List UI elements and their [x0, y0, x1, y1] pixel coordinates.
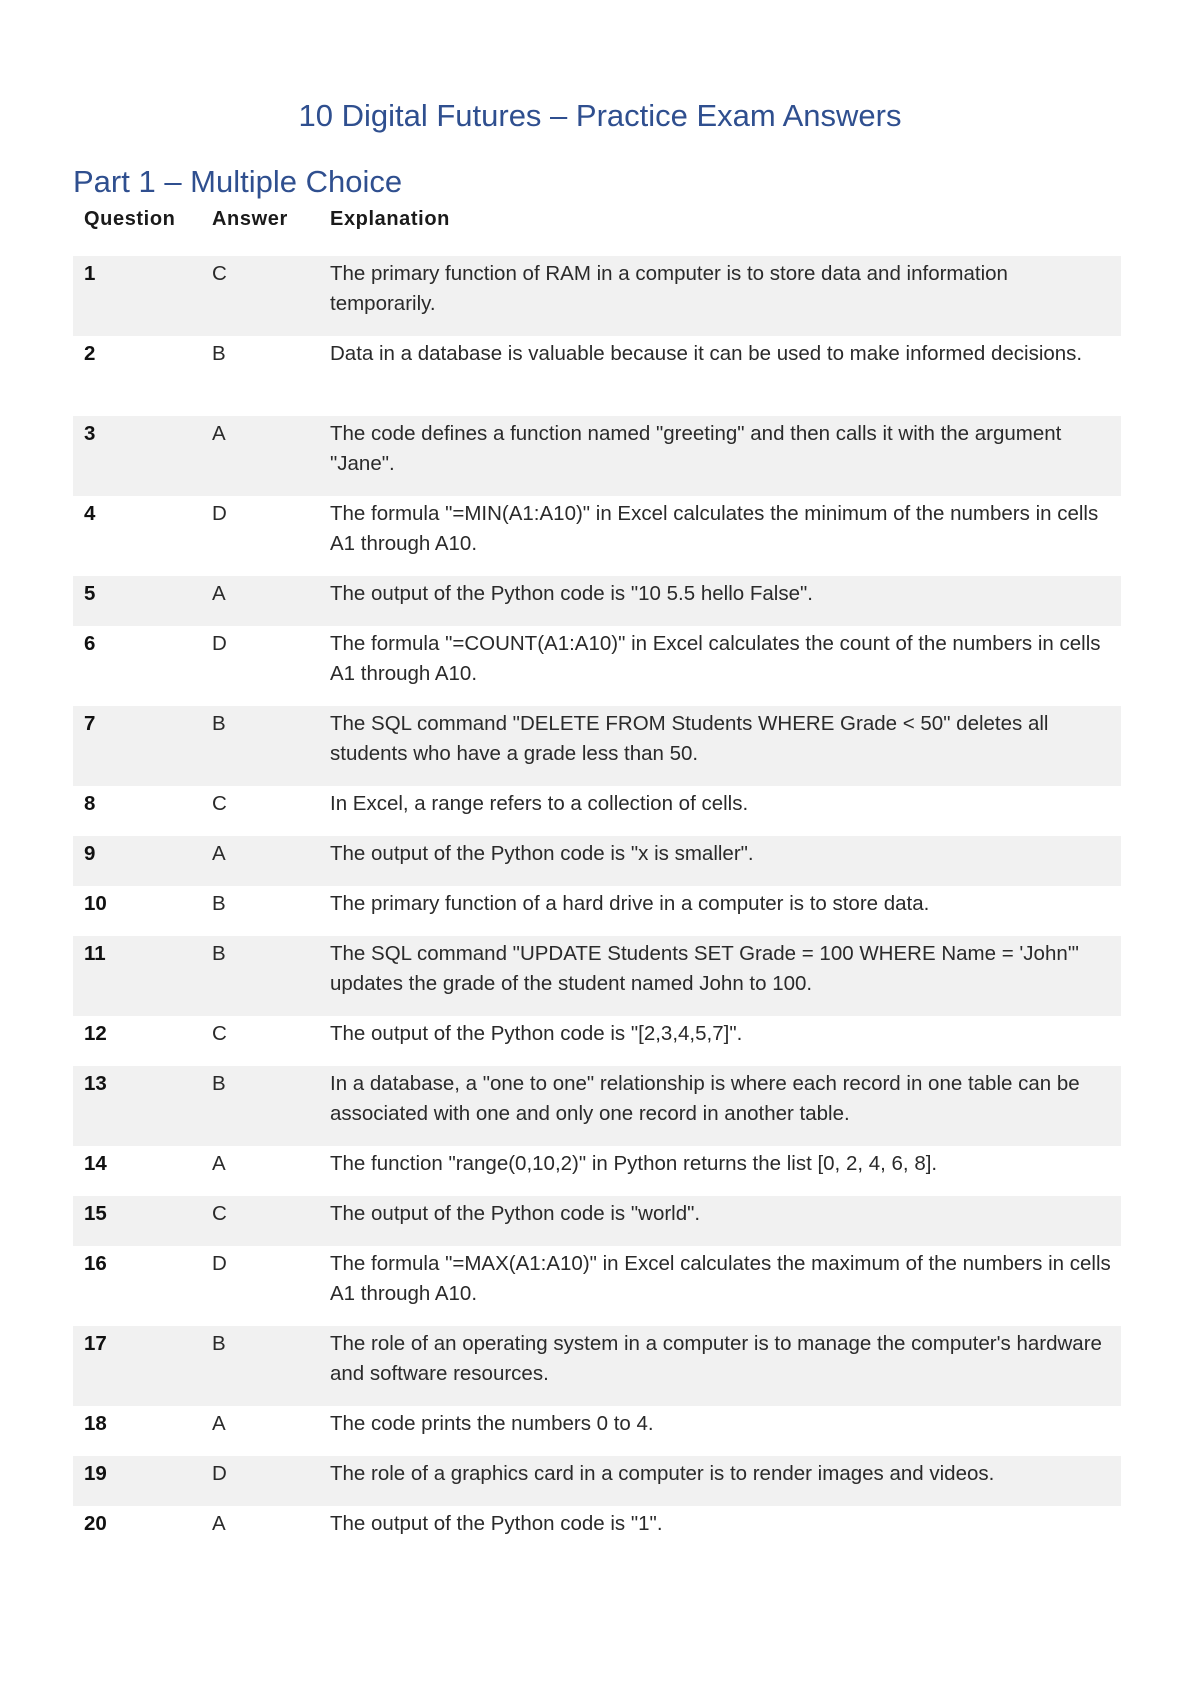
explanation-text: The primary function of RAM in a computer is to store data and information temporarily.	[319, 256, 1121, 336]
table-row	[73, 1246, 1121, 1326]
answer-letter: A	[201, 416, 319, 496]
table-row	[73, 786, 1121, 836]
question-number: 5	[73, 576, 201, 626]
question-number: 17	[73, 1326, 201, 1406]
answer-letter: B	[212, 892, 226, 915]
header-question: Question	[84, 208, 176, 230]
question-number: 14	[84, 1152, 107, 1175]
header-answer: Answer	[212, 208, 288, 230]
explanation-text: The SQL command "UPDATE Students SET Grade = 100 WHERE Name = 'John'" updates the grade of the student named John to 100.	[319, 936, 1121, 1016]
explanation-text: The code prints the numbers 0 to 4.	[330, 1412, 654, 1435]
explanation-text: Data in a database is valuable because it can be used to make informed decisions.	[330, 342, 1083, 365]
table-row	[73, 626, 1121, 706]
table-row	[73, 496, 1121, 576]
table-row	[73, 1456, 1121, 1506]
explanation-text: The output of the Python code is "10 5.5 hello False".	[319, 576, 1121, 626]
answer-letter: A	[201, 836, 319, 886]
answer-letter: B	[201, 1066, 319, 1146]
section-heading: Part 1 – Multiple Choice	[73, 164, 403, 199]
answer-letter: A	[212, 1512, 226, 1535]
question-number: 9	[73, 836, 201, 886]
table-row	[73, 1066, 1121, 1146]
table-row	[73, 336, 1121, 416]
table-row	[73, 1016, 1121, 1066]
explanation-text: In Excel, a range refers to a collection of cells.	[330, 792, 749, 815]
table-row	[73, 416, 1121, 496]
explanation-text: The SQL command "DELETE FROM Students WHERE Grade < 50" deletes all students who have a grade less than 50.	[319, 706, 1121, 786]
explanation-text: The formula "=COUNT(A1:A10)" in Excel calculates the count of the numbers in cells A1 through A10.	[330, 632, 1101, 685]
answer-letter: D	[212, 1252, 227, 1275]
answer-letter: B	[201, 936, 319, 1016]
table-row	[73, 1406, 1121, 1456]
answers-table	[73, 205, 1121, 1556]
table-row	[73, 1326, 1121, 1406]
table-row	[73, 1196, 1121, 1246]
question-number: 3	[73, 416, 201, 496]
table-row	[73, 256, 1121, 336]
explanation-text: The formula "=MAX(A1:A10)" in Excel calculates the maximum of the numbers in cells A1 through A10.	[330, 1252, 1111, 1305]
answer-letter: B	[201, 706, 319, 786]
answer-letter: C	[201, 256, 319, 336]
question-number: 1	[73, 256, 201, 336]
document-title: 10 Digital Futures – Practice Exam Answers	[298, 98, 902, 133]
question-number: 4	[84, 502, 96, 525]
question-number: 18	[84, 1412, 107, 1435]
explanation-text: The output of the Python code is "x is smaller".	[319, 836, 1121, 886]
question-number: 8	[84, 792, 96, 815]
table-row	[73, 936, 1121, 1016]
answer-letter: B	[201, 1326, 319, 1406]
table-row	[73, 836, 1121, 886]
explanation-text: The formula "=MIN(A1:A10)" in Excel calculates the minimum of the numbers in cells A1 through A10.	[330, 502, 1099, 555]
header-explanation: Explanation	[330, 208, 450, 230]
explanation-text: The role of an operating system in a computer is to manage the computer's hardware and software resources.	[319, 1326, 1121, 1406]
explanation-text: The code defines a function named "greeting" and then calls it with the argument "Jane".	[319, 416, 1121, 496]
question-number: 13	[73, 1066, 201, 1146]
answer-letter: C	[212, 792, 227, 815]
answer-letter: D	[201, 1456, 319, 1506]
question-number: 2	[84, 342, 96, 365]
question-number: 16	[84, 1252, 107, 1275]
table-row	[73, 1506, 1121, 1556]
answer-letter: C	[212, 1022, 227, 1045]
question-number: 20	[84, 1512, 107, 1535]
question-number: 11	[73, 936, 201, 1016]
answer-letter: A	[212, 1152, 226, 1175]
answer-letter: D	[212, 632, 227, 655]
explanation-text: The primary function of a hard drive in a computer is to store data.	[330, 892, 930, 915]
explanation-text: The function "range(0,10,2)" in Python returns the list [0, 2, 4, 6, 8].	[330, 1152, 938, 1175]
table-row	[73, 706, 1121, 786]
explanation-text: In a database, a "one to one" relationship is where each record in one table can be associated with one and only one record in another table.	[319, 1066, 1121, 1146]
answer-letter: D	[212, 502, 227, 525]
answer-letter: A	[201, 576, 319, 626]
question-number: 10	[84, 892, 107, 915]
table-row	[73, 886, 1121, 936]
question-number: 12	[84, 1022, 107, 1045]
explanation-text: The output of the Python code is "1".	[330, 1512, 663, 1535]
table-header-row	[73, 205, 1121, 256]
answer-letter: B	[212, 342, 226, 365]
explanation-text: The role of a graphics card in a computer is to render images and videos.	[319, 1456, 1121, 1506]
question-number: 6	[84, 632, 96, 655]
explanation-text: The output of the Python code is "[2,3,4,5,7]".	[330, 1022, 743, 1045]
table-row	[73, 1146, 1121, 1196]
table-row	[73, 576, 1121, 626]
explanation-text: The output of the Python code is "world".	[319, 1196, 1121, 1246]
answer-letter: A	[212, 1412, 226, 1435]
answer-letter: C	[201, 1196, 319, 1246]
question-number: 19	[73, 1456, 201, 1506]
question-number: 15	[73, 1196, 201, 1246]
question-number: 7	[73, 706, 201, 786]
